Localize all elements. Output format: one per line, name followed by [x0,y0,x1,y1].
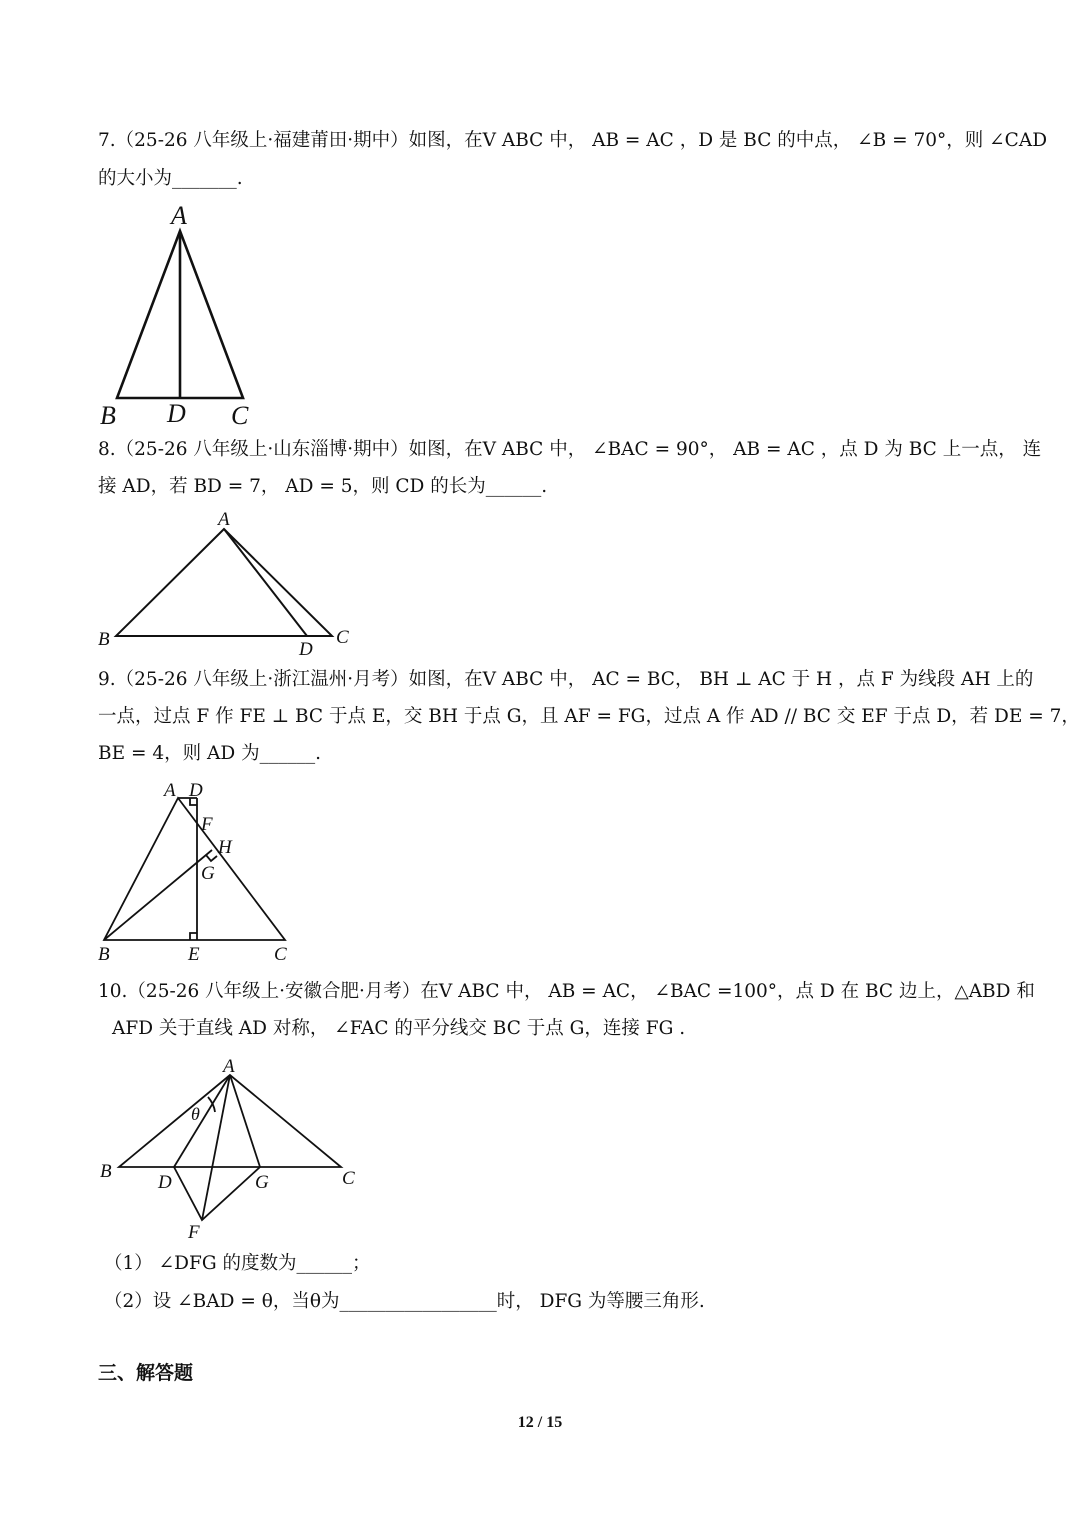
q8-figure [96,505,366,660]
q10-label-f: F [188,1222,200,1243]
q8-label-b: B [98,629,110,650]
q10-sub-1: （1） ∠DFG 的度数为______； [104,1253,371,1274]
q10-label-c: C [342,1168,355,1189]
q9-line-1: 9.（25-26 八年级上·浙江温州·月考）如图，在V ABC 中， AC = BC， BH ⊥ AC 于 H ，点 F 为线段 AH 上的 [98,669,1034,690]
q9-label-a: A [164,780,176,801]
q8-label-a: A [218,509,230,530]
q10-sub-2: （2）设 ∠BAD = θ，当θ为_________________时， DFG 为等腰三角形. [104,1291,705,1312]
q10-label-a: A [223,1056,235,1077]
q10-label-theta: θ [191,1104,200,1124]
q10-figure [96,1050,366,1245]
q10-line-2: AFD 关于直线 AD 对称， ∠FAC 的平分线交 BC 于点 G，连接 FG . [112,1018,686,1039]
q9-figure [96,778,306,968]
q7-label-c: C [231,401,249,430]
q10-line-1: 10.（25-26 八年级上·安徽合肥·月考）在V ABC 中， AB = AC， ∠BAC =100°，点 D 在 BC 边上，△ABD 和 [98,981,1035,1002]
q8-line-1: 8.（25-26 八年级上·山东淄博·期中）如图，在V ABC 中， ∠BAC = 90°， AB = AC ，点 D 为 BC 上一点， 连 [98,439,1042,460]
q9-line-3: BE = 4，则 AD 为______. [98,743,321,764]
q10-label-b: B [100,1161,112,1182]
q8-label-d: D [299,639,313,660]
q10-label-d: D [158,1172,172,1193]
q9-label-g: G [201,863,215,884]
q9-label-d: D [189,780,203,801]
q9-label-h: H [218,837,232,858]
q7-label-d: D [167,399,186,428]
q9-label-e: E [188,944,200,965]
q9-line-2: 一点，过点 F 作 FE ⊥ BC 于点 E，交 BH 于点 G，且 AF = FG，过点 A 作 AD // BC 交 EF 于点 D，若 DE = 7， [98,706,1080,727]
q7-label-b: B [100,401,116,430]
page-number: 12 / 15 [517,1414,563,1431]
q7-figure [100,200,270,430]
q7-label-a: A [171,201,187,230]
q7-line-2: 的大小为_______. [98,168,243,189]
q9-label-f: F [201,814,213,835]
q10-label-g: G [255,1172,269,1193]
q8-label-c: C [336,627,349,648]
q9-label-b: B [98,944,110,965]
q7-line-1: 7.（25-26 八年级上·福建莆田·期中）如图，在V ABC 中， AB = AC ，D 是 BC 的中点， ∠B = 70°，则 ∠CAD [98,130,1048,151]
q9-label-c: C [274,944,287,965]
q8-line-2: 接 AD，若 BD = 7， AD = 5，则 CD 的长为______. [98,476,548,497]
section-heading: 三、解答题 [98,1362,194,1384]
